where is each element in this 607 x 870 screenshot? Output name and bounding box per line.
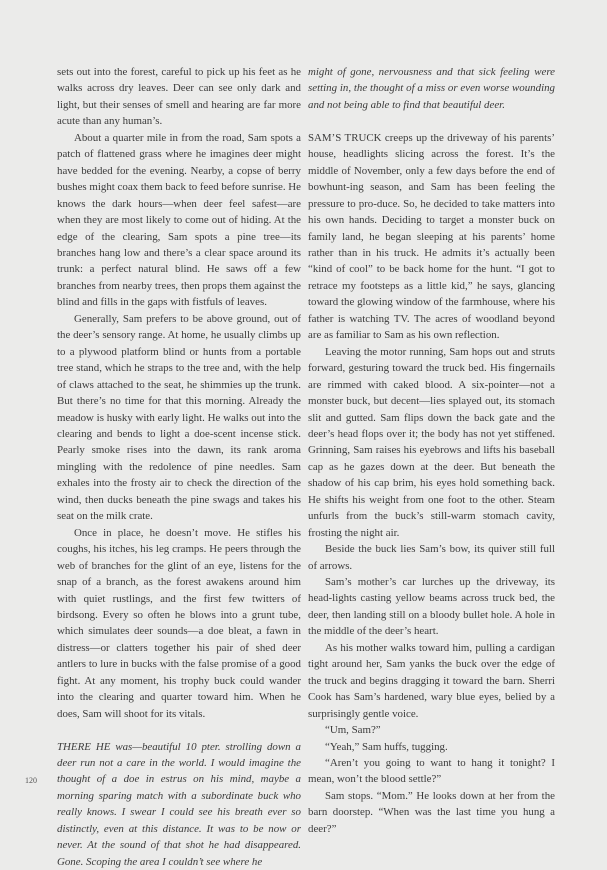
- paragraph: Sam stops. “Mom.” He looks down at her from the barn doorstep. “When was the last time you hung a deer?”: [308, 789, 555, 835]
- paragraph: Leaving the motor running, Sam hops out and struts forward, gesturing toward the truck bed. His fingernails are rimmed with caked blood. A six-pointer—not a monster buck, but decent—lies splayed out, its stomach slit and gutted. Sam flips down the back gate and the deer’s head flops over it; the body has not yet stiffened. Grinning, Sam raises his eyebrows and lifts his baseball cap as he gazes down at the deer. But beneath the shadow of his cap brim, his eyes hold something back. He shifts his weight from one foot to the other. Steam unfurls from the buck’s still-warm stomach cavity, frosting the night air.: [308, 345, 555, 539]
- paragraph: As his mother walks toward him, pulling a cardigan tight around her, Sam yanks the buck over the edge of the truck and begins dragging it toward the barn. Sherri Cook has Sam’s hardened, wary blue eyes, belied by a surprisingly gentle voice.: [308, 641, 555, 720]
- left-column: [57, 64, 301, 870]
- paragraph: might of gone, nervousness and that sick feeling were setting in, the thought of a miss or even worse wounding and not being able to find that beautiful deer.: [308, 66, 555, 111]
- right-column: [308, 64, 555, 837]
- paragraph: Beside the buck lies Sam’s bow, its quiver still full of arrows.: [308, 543, 555, 572]
- paragraph: Generally, Sam prefers to be above ground, out of the deer’s sensory range. At home, he usually climbs up to a plywood platform blind or hunts from a portable tree stand, which he straps to the tree and, with the help of claws attached to the seat, he shimmies up the trunk. But there’s no time for that this morning. Already the meadow is husky with early light. He walks out into the clearing and bends to light a doe-scent incense stick. Pearly smoke rises into the dawn, its rank aroma mingling with the redolence of pine needles. Sam exhales into the frosty air to check the direction of the wind, then ducks beneath the pine swags and takes his seat on the milk crate.: [57, 312, 301, 523]
- paragraph: Sam’s mother’s car lurches up the driveway, its head-lights casting yellow beams across truck bed, the deer, then landing still on a bloody bullet hole. A hole in the middle of the deer’s heart.: [308, 576, 555, 638]
- page-number: 120: [25, 776, 37, 785]
- paragraph: “Yeah,” Sam huffs, tugging.: [325, 740, 448, 753]
- paragraph: sets out into the forest, careful to pick up his feet as he walks across dry leaves. Deer can see only dark and light, but their senses of smell and hearing are far more acute than any human’s.: [57, 66, 301, 128]
- paragraph: Once in place, he doesn’t move. He stifles his coughs, his itches, his leg cramps. He peers through the web of branches for the glint of an eye, listens for the snap of a branch, as the forest awakens around him with quiet rustlings, and the first few twitters of birdsong. Every so often he blows into a grunt tube, which simulates deer sounds—a doe bleat, a fawn in distress—or clatters together his pair of shed deer antlers to lure in bucks with the false promise of a good fight. At any moment, his trophy buck could wander into the clearing and quarter toward him. When he does, Sam will shoot for its vitals.: [57, 526, 301, 720]
- paragraph: THERE HE was—beautiful 10 pter. strolling down a deer run not a care in the world. I would imagine the thought of a doe in estrus on his mind, maybe a morning sparing match with a subordinate buck who really knows. I swear I could see his breath ever so distinctly, even at this distance. It was to be now or never. At the sound of that shot he had disappeared. Gone. Scoping the area I couldn’t see where he: [57, 740, 301, 868]
- paragraph: “Um, Sam?”: [325, 724, 381, 737]
- paragraph: “Aren’t you going to want to hang it tonight? I mean, won’t the blood settle?”: [308, 757, 555, 786]
- paragraph: SAM’S TRUCK creeps up the driveway of his parents’ house, headlights slicing across the forest. It’s the middle of November, only a few days before the end of bowhunt-ing season, and Sam has been feeling the pressure to pro-duce. So, he decided to take matters into his own hands. Deciding to target a monster buck on family land, he began sleeping at his parents’ home rather than in his truck. He admits it’s actually been “kind of cool” to be back home for the hunt. “I got to retrace my footsteps as a little kid,” he says, glancing toward the glowing window of the farmhouse, where his father is watching TV. The acres of woodland beyond are as familiar to Sam as his own reflection.: [308, 131, 555, 342]
- paragraph: About a quarter mile in from the road, Sam spots a patch of flattened grass where he imagines deer might have bedded for the evening. Nearby, a copse of berry bushes might coax them back to feed before sunrise. He knows the dark hours—when deer feel safest—are when they are most likely to come out of hiding. At the edge of the clearing, Sam spots a pine tree—its branches hang low and there’s a clear space around its trunk: a perfect natural blind. He saws off a few branches from nearby trees, then props them against the blind and fills in the gaps with fistfuls of leaves.: [57, 131, 301, 309]
